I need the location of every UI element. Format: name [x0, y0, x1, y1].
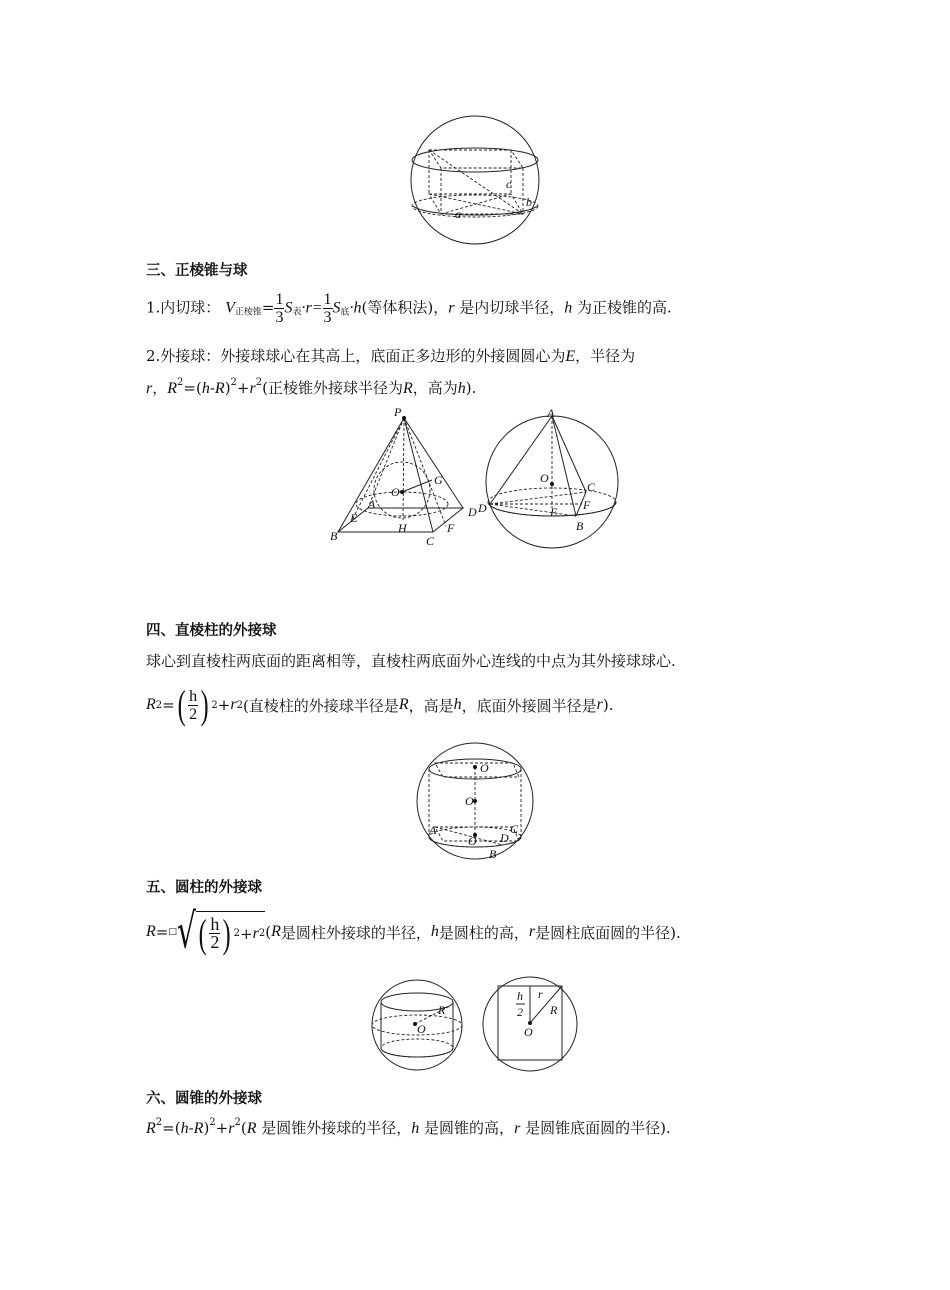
fig6-label-2: 2 [517, 1005, 523, 1019]
section-5-heading: 五、圆柱的外接球 [146, 880, 262, 896]
fig2-label-G: G [434, 473, 443, 487]
section-4-heading: 四、直棱柱的外接球 [146, 623, 277, 639]
fig1-label-c: c [506, 177, 512, 191]
circumscribed-sphere-line1: 2.外接球：外接球球心在其高上，底面正多边形的外接圆圆心为E，半径为 [146, 347, 636, 365]
fig2-label-F: F [447, 521, 455, 535]
pyramid-circumscribed-figure [478, 404, 628, 552]
fig2-label-P: P [394, 405, 402, 419]
fig2-label-H: H [398, 521, 407, 535]
fig2-label-O: O [391, 485, 400, 499]
fig5-label-O: O [417, 1022, 426, 1036]
fig3-label-C: C [587, 480, 596, 494]
pyramid-inscribed-figure [328, 404, 488, 546]
fig6-label-O: O [524, 1025, 533, 1039]
fig3-label-B: B [576, 519, 584, 533]
fig1-label-a: a [455, 207, 461, 221]
fig4-label-O1: O [480, 761, 489, 775]
prism-description: 球心到直棱柱两底面的距离相等，直棱柱两底面外心连线的中点为其外接球球心. [146, 652, 676, 670]
fig2-label-C: C [426, 534, 435, 546]
inscribed-sphere-line: 1.内切球： $V_{正棱锥}=$ $\frac{1}{3}$ $S_表\cdot r=$ $\frac{1}{3}$ $S_底\cdot h$(等体积法)，r 是内切球半径，h 为正棱锥的高. [146, 291, 672, 326]
fig3-label-O: O [540, 471, 549, 485]
prism-formula: R 2 = ( $\frac{h}{2}$ ) 2 + r 2 (直棱柱的外接球半径是 R ，高是 h ，底面外接圆半径是 r ). [146, 682, 614, 727]
box-in-sphere-figure [405, 114, 545, 246]
circumscribed-sphere-line2: r，$R^2=(h-R)^2+r^2$(正棱锥外接球半径为R，高为h). [146, 377, 477, 397]
cylinder-formula: R = □ √ ( $\frac{h}{2}$ ) 2 + r 2 ( R 是圆柱外接球的半径， h 是圆柱的高， r 是圆柱底面圆的半径). [146, 904, 681, 960]
fig6-label-r: r [538, 987, 543, 1001]
fig3-label-D: D [478, 501, 487, 515]
cylinder-sphere-figure [370, 978, 466, 1072]
prism-sphere-figure [413, 741, 537, 861]
fig2-label-E: E [350, 511, 358, 525]
fig3-label-A: A [547, 406, 555, 420]
fig6-label-R: R [550, 1003, 558, 1017]
fig2-label-D: D [468, 505, 477, 519]
fig4-label-A: A [429, 823, 437, 837]
section-3-heading: 三、正棱锥与球 [146, 263, 248, 279]
fig4-label-O: O [465, 794, 474, 808]
fig4-label-O2: O [468, 834, 477, 848]
fig3-label-E: E [550, 505, 558, 519]
fig6-label-h: h [517, 989, 523, 1003]
section-6-heading: 六、圆锥的外接球 [146, 1091, 262, 1107]
cone-formula: $R^2=(h-R)^2+r^2(R$ 是圆锥外接球的半径，h 是圆锥的高，r 是圆锥底面圆的半径). [146, 1117, 671, 1137]
fig1-label-b: b [526, 195, 532, 209]
fig4-label-C: C [510, 822, 519, 836]
fig5-label-R: R [438, 1003, 446, 1017]
fig2-label-B: B [330, 529, 338, 543]
fig2-label-A: A [368, 497, 376, 511]
fig4-label-D: D [500, 831, 509, 845]
fig4-label-B: B [489, 847, 497, 861]
cylinder-section-figure [480, 974, 580, 1074]
fig3-label-F: F [583, 498, 591, 512]
